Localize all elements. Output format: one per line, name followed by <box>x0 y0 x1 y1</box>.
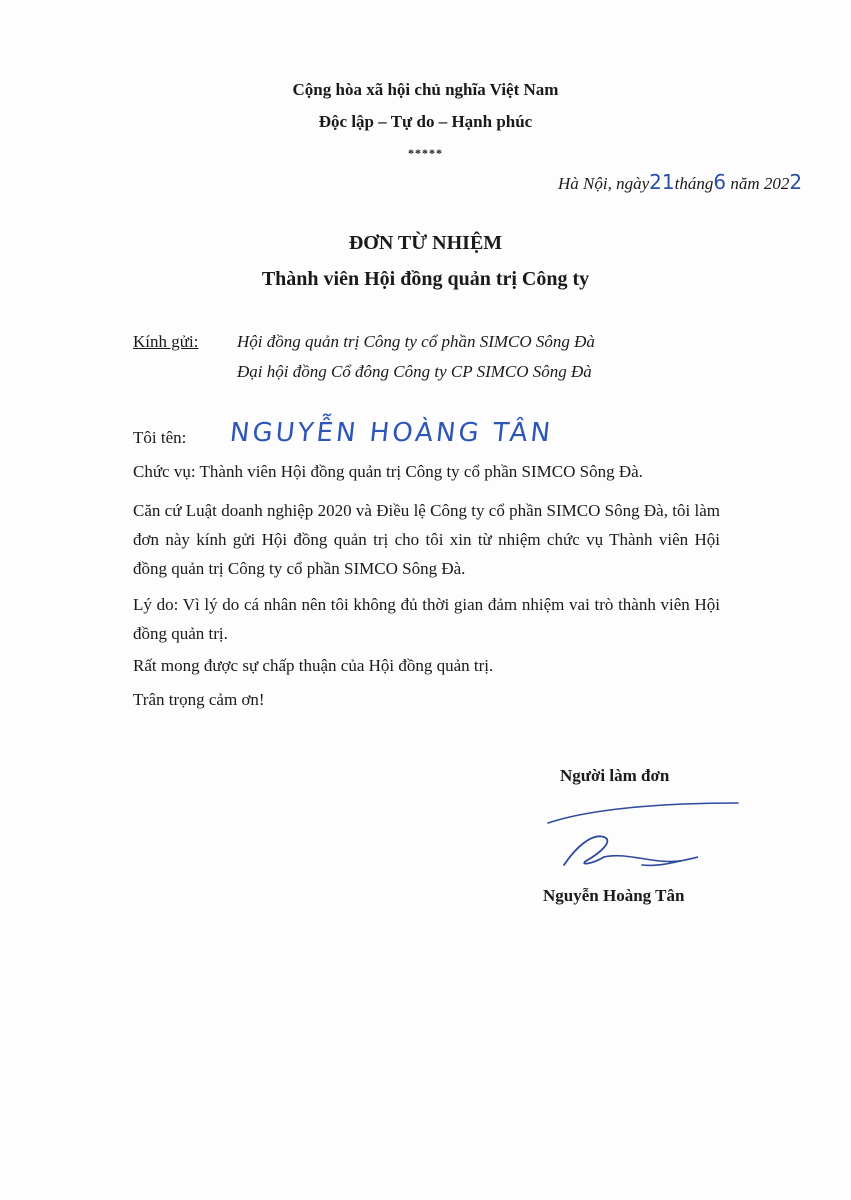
document-subtitle: Thành viên Hội đồng quản trị Công ty <box>261 268 590 290</box>
document-title: ĐƠN TỪ NHIỆM <box>348 232 503 254</box>
paragraph-request: Rất mong được sự chấp thuận của Hội đồng quản trị. <box>133 656 494 675</box>
signatory-name: Nguyễn Hoàng Tân <box>543 886 685 905</box>
date-line <box>558 170 802 194</box>
national-motto: Độc lập – Tự do – Hạnh phúc <box>318 112 533 131</box>
name-label: Tôi tên: <box>133 428 187 447</box>
recipient-1: Hội đồng quản trị Công ty cổ phần SIMCO Sông Đà <box>237 332 595 351</box>
signature-label: Người làm đơn <box>560 766 670 785</box>
date-year-digit: 2 <box>789 170 803 194</box>
date-day: 21 <box>649 170 675 194</box>
recipients-label: Kính gửi: <box>133 332 199 351</box>
date-year-label: năm 202 <box>730 174 790 193</box>
date-prefix: Hà Nội, ngày <box>558 174 650 193</box>
date-month: 6 <box>713 170 727 194</box>
national-title: Cộng hòa xã hội chủ nghĩa Việt Nam <box>292 80 559 99</box>
paragraph-thanks: Trân trọng cảm ơn! <box>133 690 265 709</box>
paragraph-basis: Căn cứ Luật doanh nghiệp 2020 và Điều lệ Công ty cổ phần SIMCO Sông Đà, tôi làm đơn này kính gửi Hội đồng quản trị cho tôi xin từ nhiệm chức vụ Thành viên Hội đồng quản trị Công ty cổ phần SIMCO Sông Đà. <box>133 501 720 578</box>
signature-image <box>530 795 750 885</box>
paragraph-reason: Lý do: Vì lý do cá nhân nên tôi không đủ thời gian đảm nhiệm vai trò thành viên Hội đồng quản trị. <box>133 595 720 643</box>
date-month-label: tháng <box>674 174 714 193</box>
position-line: Chức vụ: Thành viên Hội đồng quản trị Công ty cổ phần SIMCO Sông Đà. <box>133 462 643 481</box>
recipient-2: Đại hội đồng Cổ đông Công ty CP SIMCO Sông Đà <box>237 362 592 381</box>
header-stars: ***** <box>408 146 443 160</box>
handwritten-name: NGUYỄN HOÀNG TÂN <box>228 418 555 448</box>
